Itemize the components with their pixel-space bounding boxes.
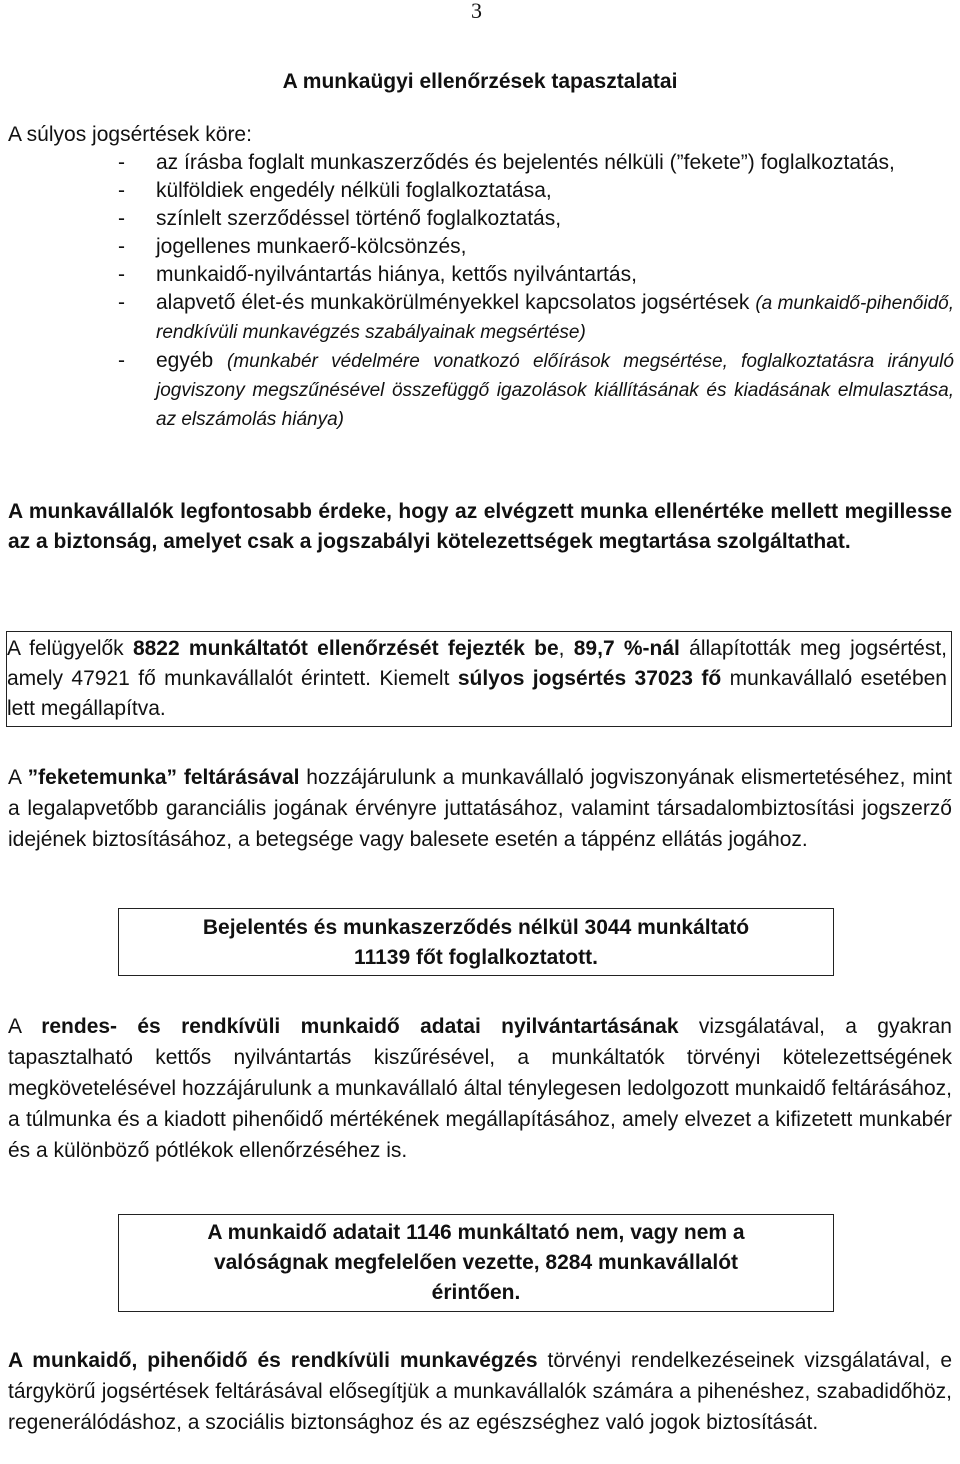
- paragraph-text: A: [8, 766, 28, 789]
- list-item-main-text: alapvető élet-és munkakörülményekkel kapcsolatos jogsértések: [156, 291, 756, 314]
- list-item-text: színlelt szerződéssel történő foglalkoztatás,: [156, 207, 562, 230]
- paragraph-bold-text: ”feketemunka” feltárásával: [27, 766, 300, 789]
- list-dash: -: [118, 263, 125, 286]
- list-dash: -: [118, 291, 125, 314]
- paragraph-bold-text: rendes- és rendkívüli munkaidő adatai nyilvántartásának: [41, 1015, 679, 1038]
- box-text: ,: [558, 637, 574, 660]
- list-dash: -: [118, 207, 125, 230]
- violations-list: [118, 149, 954, 434]
- black-work-paragraph: [8, 762, 952, 855]
- paragraph-bold-text: A munkaidő, pihenőidő és rendkívüli munkavégzés: [8, 1349, 538, 1372]
- stat-line: valóságnak megfelelően vezette, 8284 munkavállalót: [213, 1251, 739, 1274]
- box-text: munkavállaló esetében lett megállapítva.: [7, 667, 947, 720]
- page-number: 3: [471, 0, 482, 23]
- list-item: [118, 347, 954, 434]
- list-item-main-text: egyéb: [156, 349, 228, 372]
- list-item-italic-note: (munkabér védelmére vonatkozó előírások megsértése, foglalkoztatásra irányuló jogviszony megszűnésével összefüggő igazolások kiállításának és kiadásának elmulasztása, az elszámolás hiánya): [156, 351, 954, 430]
- stat-line: 11139 főt foglalkoztatott.: [354, 946, 598, 969]
- list-item-text: jogellenes munkaerő-kölcsönzés,: [156, 235, 467, 258]
- paragraph-text: A: [8, 1015, 42, 1038]
- working-time-stat-box: [118, 1214, 834, 1312]
- stat-line: A munkaidő adatait 1146 munkáltató nem, vagy nem a: [207, 1221, 745, 1244]
- list-dash: -: [118, 179, 125, 202]
- list-item-text: az írásba foglalt munkaszerződés és bejelentés nélküli (”fekete”) foglalkoztatás,: [156, 151, 895, 174]
- document-title: [0, 70, 960, 94]
- working-time-paragraph: [8, 1011, 952, 1166]
- paragraph-text: hozzájárulunk a munkavállaló jogviszonyának elismertetéséhez, mint a legalapvetőbb garanciális jogának érvényre juttatásához, valamint társadalombiztosítási jogszerző idejének biztosításához, a betegsége vagy balesete esetén a táppénz ellátás jogához.: [8, 766, 953, 851]
- paragraph-text: törvényi rendelkezéseinek vizsgálatával, e tárgykörű jogsértések feltárásával elősegítjük a munkavállalók számára a pihenéshez, szabadidőhöz, regenerálódáshoz, a szociális biztonsághoz és az egészséghez való jogok biztosítását.: [8, 1349, 953, 1434]
- inspection-summary-box: [6, 631, 952, 727]
- stat-line: érintően.: [431, 1281, 521, 1304]
- list-dash: -: [118, 151, 125, 174]
- list-item: [118, 233, 954, 261]
- rest-time-paragraph: [8, 1345, 952, 1438]
- paragraph-text: vizsgálatával, a gyakran tapasztalható kettős nyilvántartás kiszűrésével, a munkáltatók törvényi kötelezettségének megkövetelésével hozzájárulunk a munkavállaló által ténylegesen ledolgozott munkaidő feltárásához, a túlmunka és a kiadott pihenőidő mértékének megállapításához, amely elvezet a kifizetett munkabér és a különböző pótlékok ellenőrzéséhez is.: [8, 1015, 952, 1162]
- box-bold-text: 8822 munkáltatót ellenőrzését fejezték be: [132, 637, 559, 660]
- list-item: [118, 289, 954, 347]
- title-text: A munkaügyi ellenőrzések tapasztalatai: [282, 70, 678, 93]
- list-item-text: külföldiek engedély nélküli foglalkoztatása,: [156, 179, 552, 202]
- box-text: állapították meg jogsértést, amely 47921 fő munkavállalót érintett. Kiemelt: [7, 637, 947, 690]
- box-bold-text: súlyos jogsértés 37023 fő: [457, 667, 722, 690]
- box-bold-text: 89,7 %-nál: [573, 637, 680, 660]
- list-item-text: munkaidő-nyilvántartás hiánya, kettős nyilvántartás,: [156, 263, 637, 286]
- list-item: [118, 261, 954, 289]
- unregistered-employment-stat-box: [118, 908, 834, 976]
- key-interest-paragraph: A munkavállalók legfontosabb érdeke, hogy az elvégzett munka ellenértéke mellett megillesse az a biztonság, amelyet csak a jogszabályi kötelezettségek megtartása szolgáltathat.: [8, 500, 952, 553]
- list-item-text: [156, 347, 954, 434]
- list-dash: -: [118, 349, 125, 372]
- list-dash: -: [118, 235, 125, 258]
- list-item: [118, 149, 954, 177]
- stat-line: Bejelentés és munkaszerződés nélkül 3044 munkáltató: [202, 916, 750, 939]
- list-item: [118, 205, 954, 233]
- list-item-italic-note: (a munkaidő-pihenőidő, rendkívüli munkavégzés szabályainak megsértése): [156, 293, 955, 343]
- list-item: [118, 177, 954, 205]
- violations-intro: A súlyos jogsértések köre:: [8, 123, 252, 146]
- box-text: A felügyelők: [7, 637, 133, 660]
- list-item-text: [156, 289, 954, 347]
